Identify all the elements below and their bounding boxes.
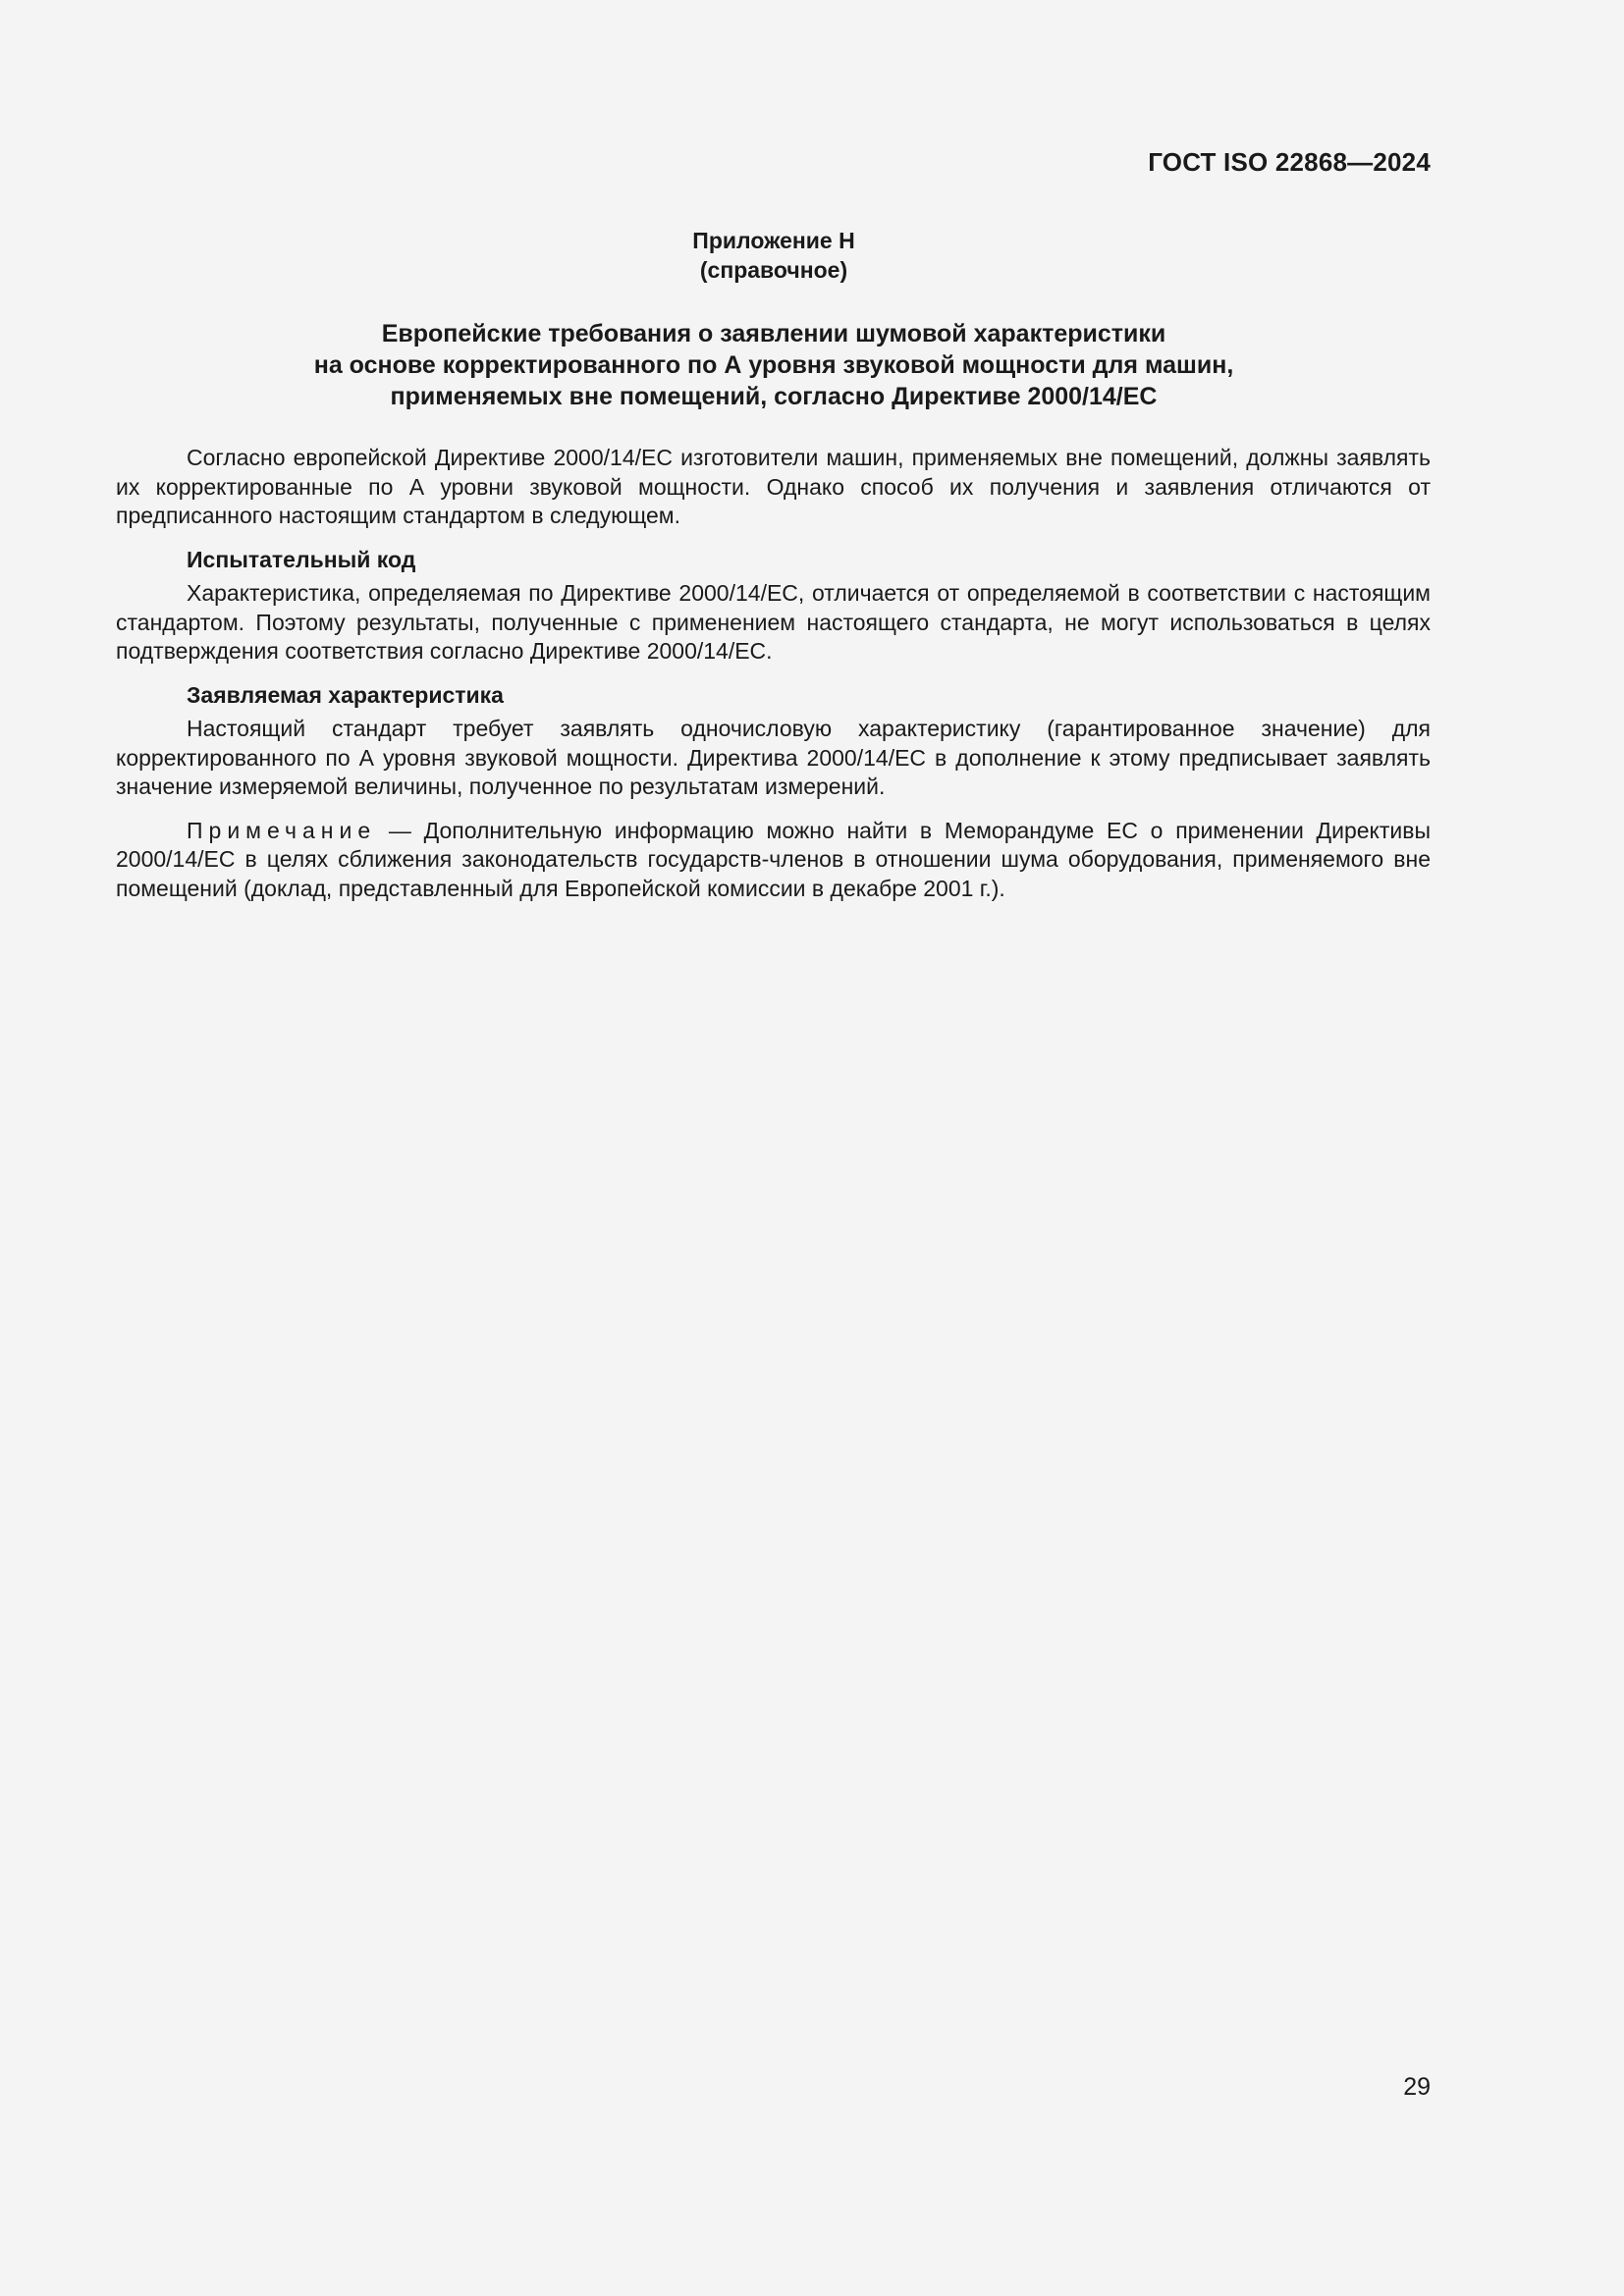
document-body [116, 444, 1431, 918]
note-label: Примечание [187, 817, 377, 843]
section-heading-declared-value: Заявляемая характеристика [187, 681, 504, 708]
section-heading-test-code: Испытательный код [187, 546, 416, 572]
title-line-2: на основе корректированного по А уровня звуковой мощности для машин, [313, 351, 1234, 379]
appendix-label: Приложение Н [692, 228, 855, 253]
note-text: — Дополнительную информацию можно найти в Меморандуме ЕС о применении Директивы 2000/14/ЕС в целях сближения законодательств государств-членов в отношении шума оборудования, применяемого вне помещений (доклад, представленный для Европейской комиссии в декабре 2001 г.). [116, 817, 1431, 901]
title-line-3: применяемых вне помещений, согласно Директиве 2000/14/ЕС [390, 383, 1158, 410]
intro-paragraph: Согласно европейской Директиве 2000/14/ЕС изготовители машин, применяемых вне помещений, должны заявлять их корректированные по А уровни звуковой мощности. Однако способ их получения и заявления отличаются от предписанного настоящим стандартом в следующем. [116, 445, 1431, 528]
appendix-title [0, 318, 1547, 412]
section-paragraph-declared-value: Настоящий стандарт требует заявлять одночисловую характеристику (гарантированное значение) для корректированного по А уровня звуковой мощности. Директива 2000/14/ЕС в дополнение к этому предписывает заявлять значение измеряемой величины, полученное по результатам измерений. [116, 716, 1431, 799]
title-line-1: Европейские требования о заявлении шумовой характеристики [381, 320, 1166, 347]
section-paragraph-test-code: Характеристика, определяемая по Директиве 2000/14/ЕС, отличается от определяемой в соответствии с настоящим стандартом. Поэтому результаты, полученные с применением настоящего стандарта, не могут использоваться в целях подтверждения соответствия согласно Директиве 2000/14/ЕС. [116, 580, 1431, 664]
appendix-heading [0, 226, 1547, 285]
note-paragraph [116, 817, 1431, 904]
document-standard-id: ГОСТ ISO 22868—2024 [1148, 147, 1431, 177]
page-number: 29 [1403, 2073, 1431, 2101]
appendix-status: (справочное) [699, 257, 848, 283]
